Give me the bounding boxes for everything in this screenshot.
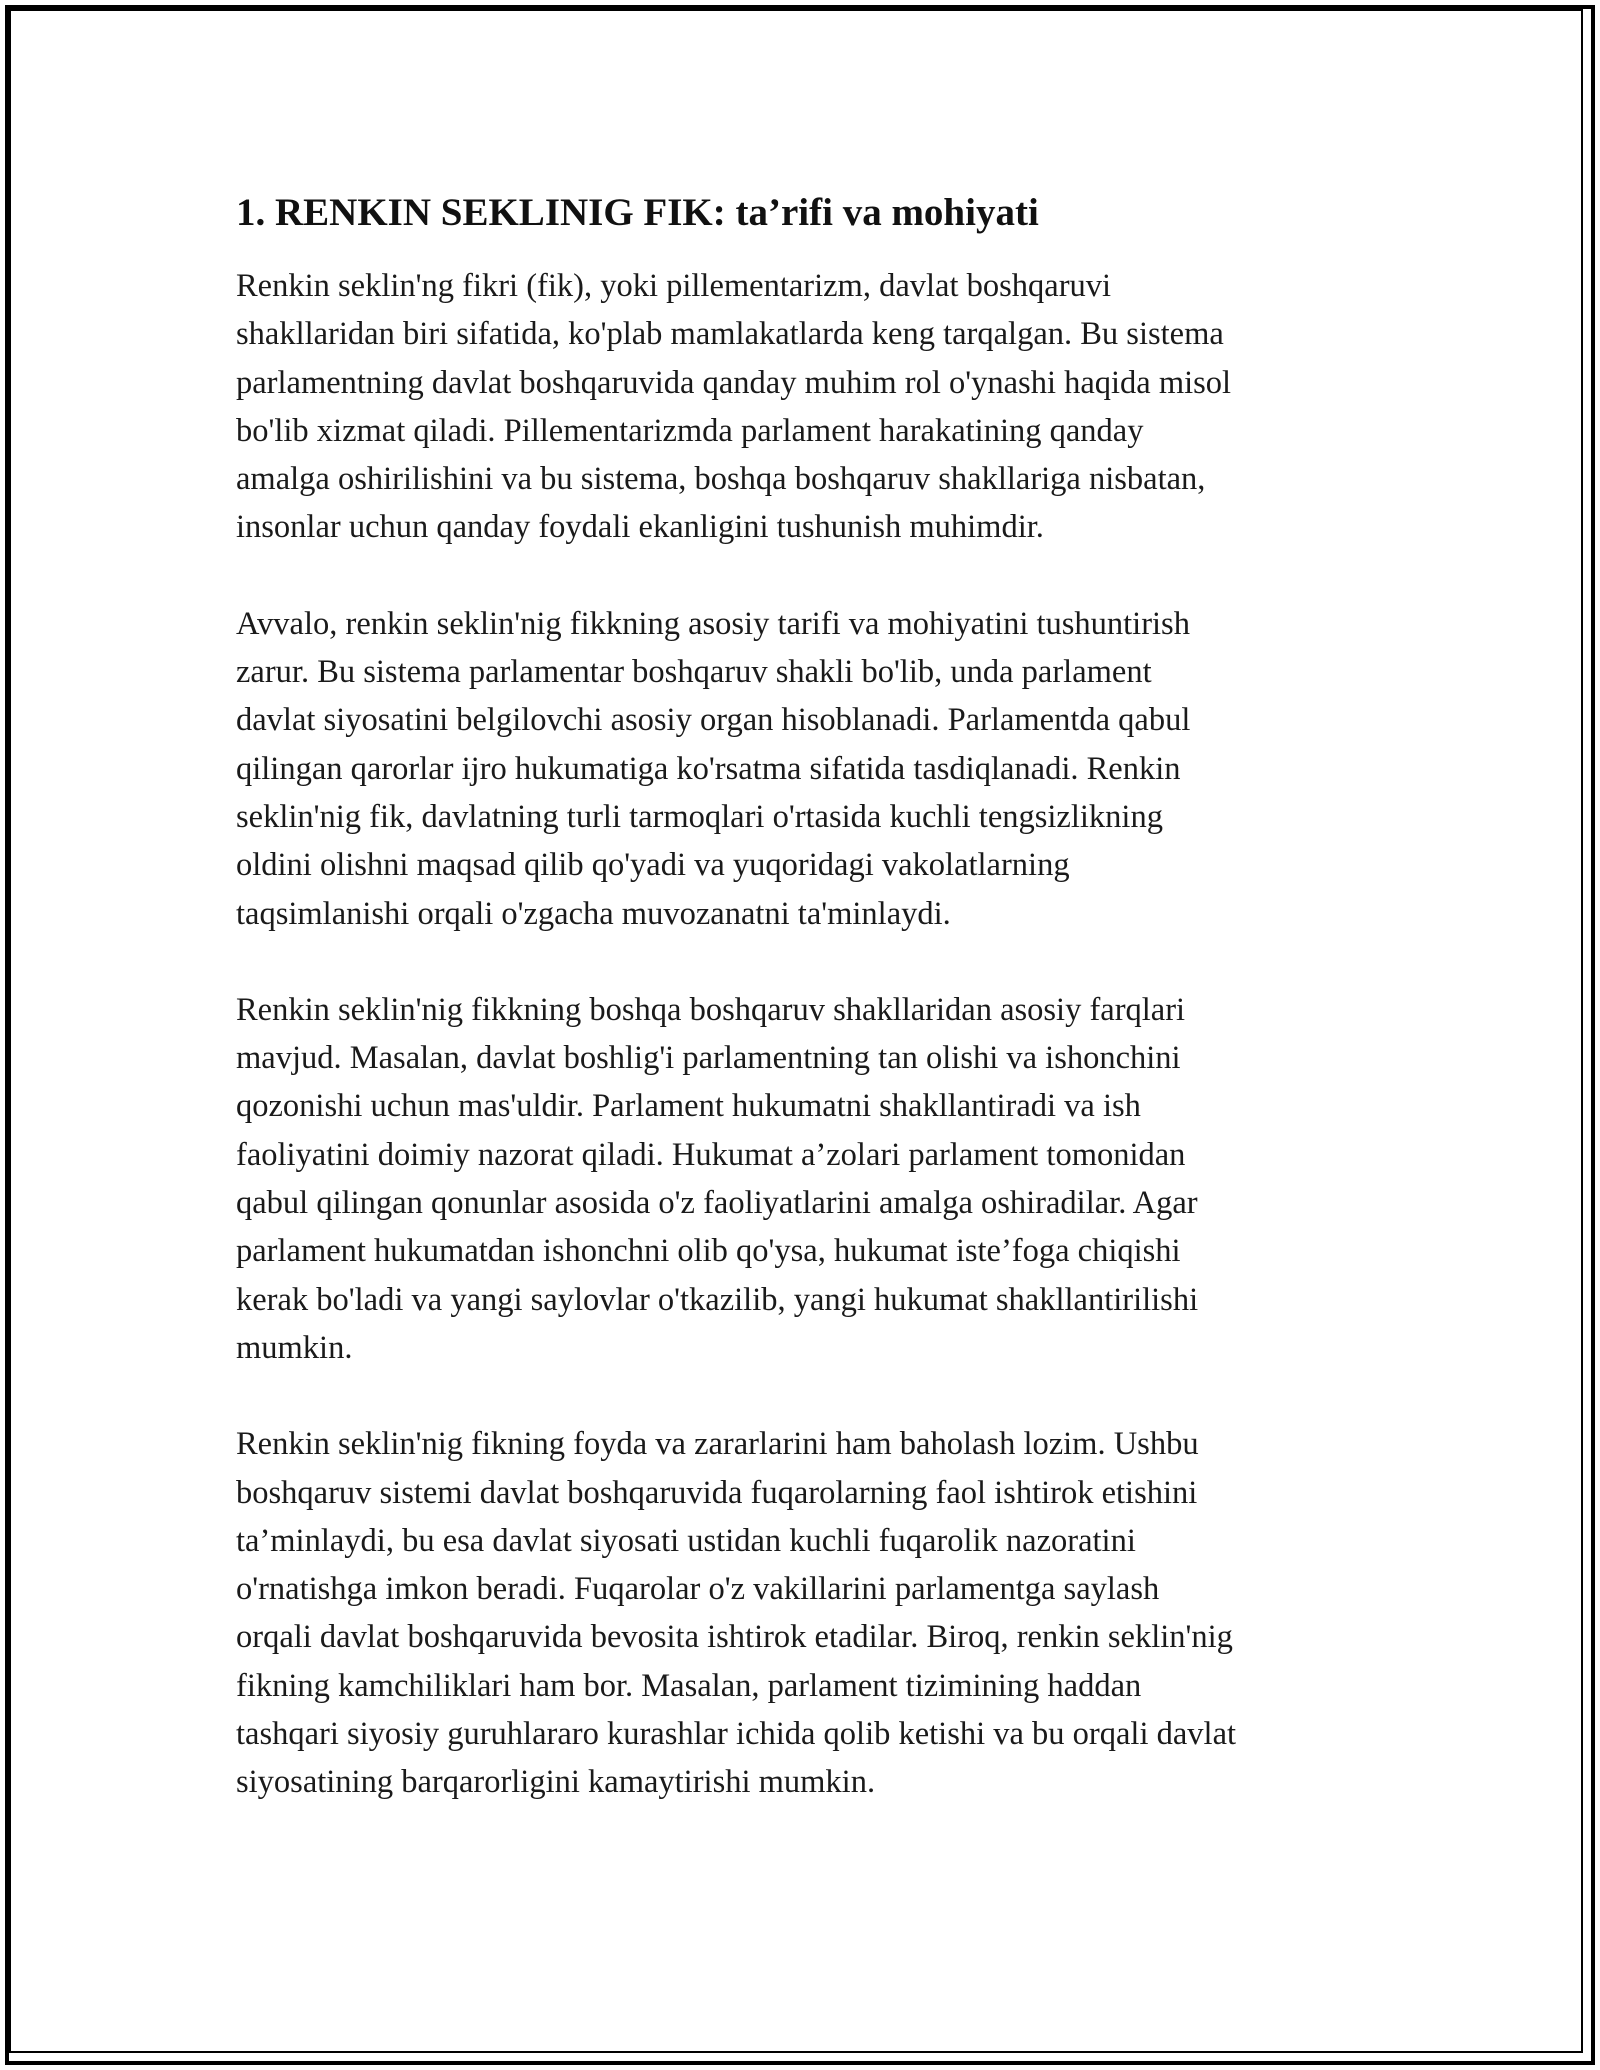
document-page (236, 190, 1386, 1855)
paragraph-3: Renkin seklin'nig fikkning boshqa boshqaruv shakllaridan asosiy farqlari mavjud. Masalan, davlat boshlig'i parlamentning tan olishi va ishonchini qozonishi uchun mas'uldir. Parlament hukumatni shakllantiradi va ish faoliyatini doimiy nazorat qiladi. Hukumat a’zolari parlament tomonidan qabul qilingan qonunlar asosida o'z faoliyatlarini amalga oshiradilar. Agar parlament hukumatdan ishonchni olib qo'ysa, hukumat iste’foga chiqishi kerak bo'ladi va yangi saylovlar o'tkazilib, yangi hukumat shakllantirilishi mumkin. (236, 991, 1199, 1366)
paragraph-1: Renkin seklin'ng fikri (fik), yoki pillementarizm, davlat boshqaruvi shakllaridan biri sifatida, ko'plab mamlakatlarda keng tarqalgan. Bu sistema parlamentning davlat boshqaruvida qanday muhim rol o'ynashi haqida misol bo'lib xizmat qiladi. Pillementarizmda parlament harakatining qanday amalga oshirilishini va bu sistema, boshqa boshqaruv shakllariga nisbatan, insonlar uchun qanday foydali ekanligini tushunish muhimdir. (236, 268, 1232, 546)
section-heading: 1. RENKIN SEKLINIG FIK: ta’rifi va mohiyati (236, 191, 1039, 234)
paragraph-4: Renkin seklin'nig fikning foyda va zararlarini ham baholash lozim. Ushbu boshqaruv sistemi davlat boshqaruvida fuqarolarning faol ishtirok etishini ta’minlaydi, bu esa davlat siyosati ustidan kuchli fuqarolik nazoratini o'rnatishga imkon beradi. Fuqarolar o'z vakillarini parlamentga saylash orqali davlat boshqaruvida bevosita ishtirok etadilar. Biroq, renkin seklin'nig fikning kamchiliklari ham bor. Masalan, parlament tizimining haddan tashqari siyosiy guruhlararo kurashlar ichida qolib ketishi va bu orqali davlat siyosatining barqarorligini kamaytirishi mumkin. (236, 1426, 1237, 1801)
paragraph-2: Avvalo, renkin seklin'nig fikkning asosiy tarifi va mohiyatini tushuntirish zarur. Bu sistema parlamentar boshqaruv shakli bo'lib, unda parlament davlat siyosatini belgilovchi asosiy organ hisoblanadi. Parlamentda qabul qilingan qarorlar ijro hukumatiga ko'rsatma sifatida tasdiqlanadi. Renkin seklin'nig fik, davlatning turli tarmoqlari o'rtasida kuchli tengsizlikning oldini olishni maqsad qilib qo'yadi va yuqoridagi vakolatlarning taqsimlanishi orqali o'zgacha muvozanatni ta'minlaydi. (236, 605, 1191, 932)
